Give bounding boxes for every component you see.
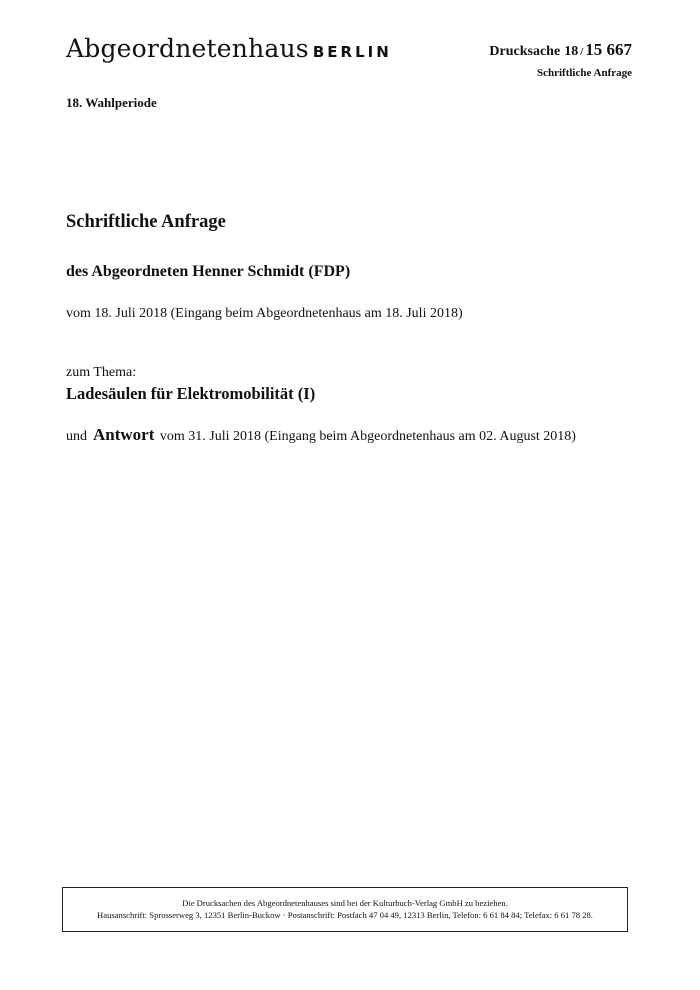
footer-line-1: Die Drucksachen des Abgeordnetenhauses sind bei der Kulturbuch-Verlag GmbH zu beziehen. <box>182 898 508 908</box>
footer-box <box>62 887 628 932</box>
answer-word: Antwort <box>93 425 155 444</box>
footer-line-2: Hausanschrift: Sprosserweg 3, 12351 Berlin-Buckow · Postanschrift: Postfach 47 04 49, 12313 Berlin, Telefon: 6 61 84 84; Telefax: 6 61 78 28. <box>97 909 593 920</box>
drucksache-slash: / <box>580 46 584 58</box>
answer-details: vom 31. Juli 2018 (Eingang beim Abgeordnetenhaus am 02. August 2018) <box>159 429 576 444</box>
logo-main-text: Abgeordnetenhaus <box>66 34 309 63</box>
wahlperiode: 18. Wahlperiode <box>66 95 157 110</box>
logo-city-text: BERLIN <box>312 43 392 61</box>
document-type: Schriftliche Anfrage <box>536 67 632 79</box>
parliament-logo <box>66 36 392 61</box>
drucksache-label: Drucksache <box>489 44 561 59</box>
author-line: des Abgeordneten Henner Schmidt (FDP) <box>66 263 351 280</box>
document-title: Schriftliche Anfrage <box>66 212 226 232</box>
drucksache-number <box>489 41 632 59</box>
answer-prefix: und <box>66 429 87 444</box>
drucksache-number-value: 15 667 <box>585 40 632 59</box>
topic-title: Ladesäulen für Elektromobilität (I) <box>66 384 316 403</box>
drucksache-period: 18 <box>564 44 579 59</box>
answer-line <box>66 425 576 445</box>
topic-label: zum Thema: <box>66 365 137 380</box>
date-line: vom 18. Juli 2018 (Eingang beim Abgeordnetenhaus am 18. Juli 2018) <box>66 306 463 321</box>
